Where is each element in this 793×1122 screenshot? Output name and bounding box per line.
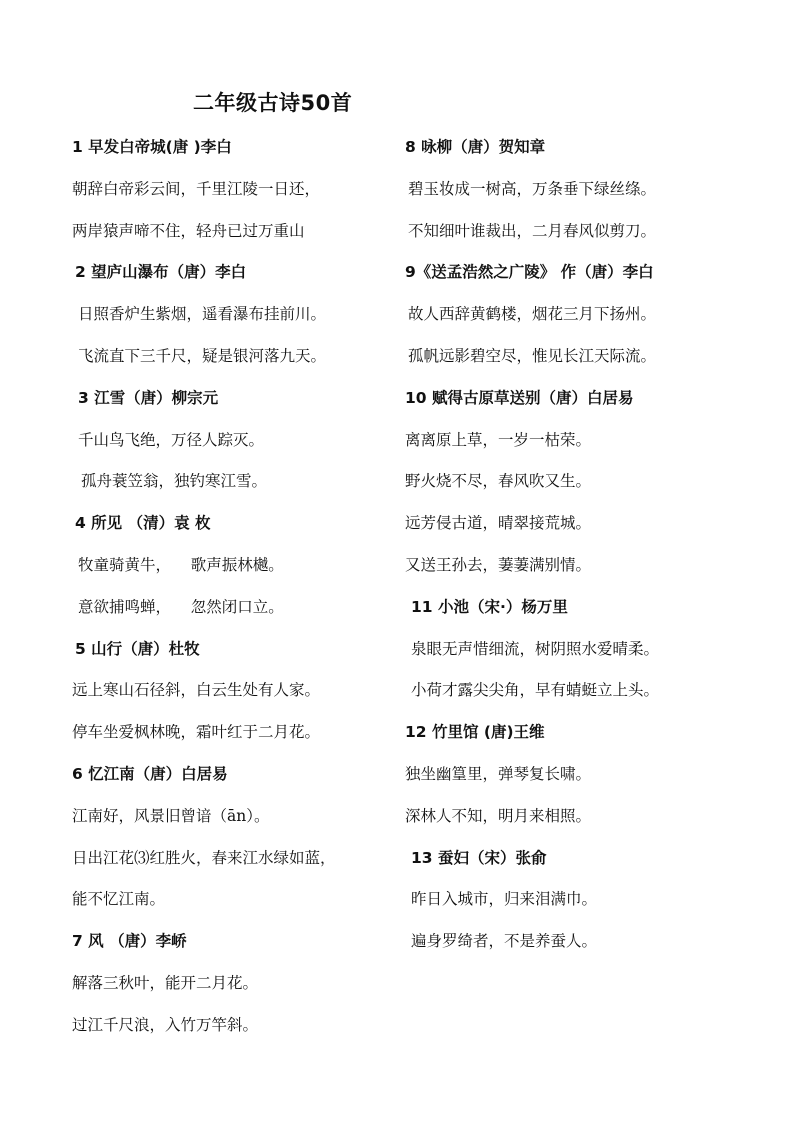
poem-title: 11 小池（宋·）杨万里 — [411, 597, 568, 616]
poem-line: 远芳侵古道，晴翠接荒城。 — [405, 514, 592, 533]
poem-line: 日照香炉生紫烟，遥看瀑布挂前川。 — [78, 305, 327, 324]
poem — [72, 921, 397, 1046]
poem-title: 1 早发白帝城(唐 )李白 — [72, 138, 232, 156]
poem-line: 野火烧不尽，春风吹又生。 — [405, 472, 592, 491]
poem-line: 江南好，风景旧曾谙（ān）。 — [72, 806, 270, 825]
poem — [72, 378, 397, 503]
poem-line: 离离原上草，一岁一枯荣。 — [405, 430, 592, 449]
poem — [72, 252, 397, 377]
poem-title: 6 忆江南（唐）白居易 — [72, 764, 228, 783]
poem-line: 停车坐爱枫林晚，霜叶红于二月花。 — [72, 723, 321, 742]
poem-line: 不知细叶谁裁出，二月春风似剪刀。 — [408, 221, 657, 240]
poem-title: 8 咏柳（唐）贺知章 — [405, 138, 546, 156]
poem — [405, 587, 735, 712]
poem-line: 故人西辞黄鹤楼，烟花三月下扬州。 — [408, 305, 657, 324]
poem-line: 千山鸟飞绝，万径人踪灭。 — [78, 430, 265, 449]
poem-line: 过江千尺浪，入竹万竿斜。 — [72, 1015, 259, 1034]
poem-title: 2 望庐山瀑布（唐）李白 — [75, 263, 247, 282]
poem-title: 3 江雪（唐）柳宗元 — [78, 388, 219, 407]
poem — [72, 503, 397, 628]
poem — [72, 754, 397, 921]
poem — [405, 712, 735, 837]
poem — [405, 127, 735, 252]
poem-line: 远上寒山石径斜，白云生处有人家。 — [72, 681, 321, 700]
poem-title: 9《送孟浩然之广陵》 作（唐）李白 — [405, 263, 654, 282]
poem-line: 小荷才露尖尖角，早有蜻蜓立上头。 — [411, 681, 660, 700]
poem-line: 孤帆远影碧空尽，惟见长江天际流。 — [408, 346, 657, 365]
poem-line: 意欲捕鸣蝉， 忽然闭口立。 — [78, 597, 284, 616]
poem-line: 孤舟蓑笠翁，独钓寒江雪。 — [81, 472, 268, 491]
poem — [405, 378, 735, 587]
poem — [405, 838, 735, 963]
poem-line: 能不忆江南。 — [72, 890, 166, 909]
page-title: 二年级古诗50首 — [193, 91, 353, 115]
poem-title: 7 风 （唐）李峤 — [72, 932, 187, 951]
poem-line: 遍身罗绮者，不是养蚕人。 — [411, 932, 598, 951]
poem-line: 朝辞白帝彩云间，千里江陵一日还， — [72, 179, 321, 198]
poem-line: 深林人不知，明月来相照。 — [405, 806, 592, 825]
poem — [72, 629, 397, 754]
poem — [405, 252, 735, 377]
poem-line: 独坐幽篁里，弹琴复长啸。 — [405, 764, 592, 783]
poem-title: 5 山行（唐）杜牧 — [75, 639, 200, 658]
right-column — [405, 127, 735, 963]
poem-title: 12 竹里馆 (唐)王维 — [405, 723, 545, 742]
poem-line: 又送王孙去，萋萋满别情。 — [405, 555, 592, 574]
poem-line: 日出江花⑶红胜火，春来江水绿如蓝， — [72, 848, 336, 867]
left-column — [72, 127, 397, 1047]
poem-line: 两岸猿声啼不住，轻舟已过万重山 — [72, 221, 305, 240]
poem-line: 解落三秋叶，能开二月花。 — [72, 973, 259, 992]
poem-line: 牧童骑黄牛， 歌声振林樾。 — [78, 555, 284, 574]
poem-line: 昨日入城市，归来泪满巾。 — [411, 890, 598, 909]
poem-title: 10 赋得古原草送别（唐）白居易 — [405, 388, 634, 407]
poem-line: 碧玉妆成一树高，万条垂下绿丝绦。 — [408, 179, 657, 198]
poem-line: 飞流直下三千尺，疑是银河落九天。 — [78, 346, 327, 365]
poem-title: 13 蚕妇（宋）张俞 — [411, 848, 547, 867]
poem-title: 4 所见 （清）袁 枚 — [75, 514, 211, 533]
poem — [72, 127, 397, 252]
poem-line: 泉眼无声惜细流，树阴照水爱晴柔。 — [411, 639, 660, 658]
